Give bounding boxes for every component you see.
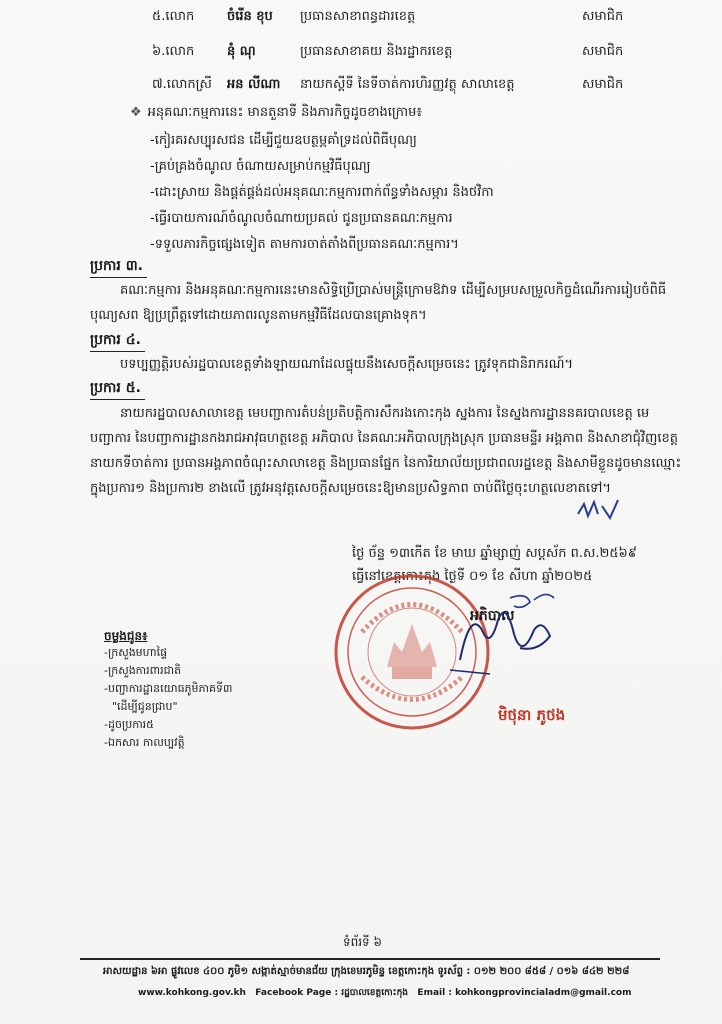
member-role: នាយកស្តីទី នៃទីចាត់ការហិរញ្ញវត្ថុ សាលាខេត្ត bbox=[300, 77, 515, 92]
member-name: អន លីណា bbox=[227, 77, 281, 92]
member-number: ៦.លោក bbox=[152, 44, 195, 59]
duty-item: -គ្រប់គ្រងចំណូល ចំណាយសម្រាប់កម្មវិធីបុណ្យ bbox=[150, 159, 371, 174]
duty-item: -ដោះស្រាយ និងផ្គត់ផ្គង់ដល់អនុគណៈកម្មការពាក់ព័ន្ធទាំងសម្ភារ និងថវិកា bbox=[150, 185, 494, 200]
governor-title: អភិបាល bbox=[470, 608, 515, 624]
article-4-text bbox=[90, 352, 690, 377]
footer-facebook-link[interactable]: រដ្ឋបាលខេត្តកោះកុង bbox=[341, 988, 409, 998]
page-number: ទំព័រទី ៦ bbox=[343, 935, 382, 949]
cc-heading: ចម្លងជូន៖ bbox=[104, 629, 148, 643]
article-5-label: ប្រការ ៥. bbox=[90, 378, 145, 400]
subcommittee-intro bbox=[130, 104, 422, 123]
cc-item: -ក្រសួងការពារជាតិ bbox=[104, 664, 182, 677]
footer-divider bbox=[80, 958, 660, 960]
member-status: សមាជិក bbox=[582, 77, 624, 92]
cc-item: -បញ្ជាការដ្ឋានយោធភូមិភាគទី៣ bbox=[104, 682, 233, 695]
member-status: សមាជិក bbox=[582, 44, 624, 59]
article-3-text bbox=[90, 278, 690, 328]
member-number: ៧.លោកស្រី bbox=[152, 77, 212, 92]
diamond-bullet-icon: ❖ bbox=[130, 105, 142, 120]
member-status: សមាជិក bbox=[582, 9, 624, 24]
cc-item: "ដើម្បីជូនជ្រាប" bbox=[112, 700, 178, 713]
cc-item: -ក្រសួងមហាផ្ទៃ bbox=[104, 646, 168, 659]
footer-facebook-label: Facebook Page : bbox=[255, 988, 339, 998]
subcommittee-intro-text: អនុគណៈកម្មការនេះ មានតួនាទី និងភារកិច្ចដូចខាងក្រោម៖ bbox=[147, 105, 423, 120]
duty-item: -កៀរគរសប្បុរសជន ដើម្បីជួយឧបត្ថម្ភគាំទ្រដល់ពិធីបុណ្យ bbox=[150, 133, 417, 148]
date-lunar: ថ្ងៃ ច័ន្ទ ១៣កើត ខែ មាឃ ឆ្នាំម្សាញ់ សប្តស័ក ព.ស.២៥៦៩ bbox=[352, 546, 637, 561]
member-role: ប្រធានសាខាពន្ធដារខេត្ត bbox=[300, 9, 416, 24]
article-5-text bbox=[90, 401, 690, 501]
footer-website-link[interactable]: www.kohkong.gov.kh bbox=[138, 988, 246, 998]
footer-address: អាសយដ្ឋាន ៦អា ផ្លូវលេខ ៤០០ ភូមិ១ សង្កាត់ស្មាច់មានជ័យ ក្រុងខេមរភូមិន្ទ ខេត្តកោះកុង ទូរស័ព្ទ : ០១២ ២០០ ៨៥៨ / ០១៦ ៨៤២ ២២៨ bbox=[103, 966, 630, 977]
footer-email-link[interactable]: kohkongprovincialadm@gmail.com bbox=[455, 988, 632, 998]
article-4-body: បទប្បញ្ញត្តិរបស់រដ្ឋបាលខេត្តទាំងឡាយណាដែលផ្ទុយនឹងសេចក្តីសម្រេចនេះ ត្រូវទុកជានិរាករណ៍។ bbox=[120, 357, 574, 372]
article-3-label: ប្រការ ៣. bbox=[90, 256, 147, 278]
member-name: ចំរើន ខុប bbox=[227, 9, 273, 24]
footer-contacts bbox=[138, 987, 631, 1000]
member-number: ៥.លោក bbox=[152, 9, 195, 24]
initials-mark-icon bbox=[574, 494, 624, 524]
duty-item: -ទទួលភារកិច្ចផ្សេងទៀត តាមការចាត់តាំងពីប្រធានគណៈកម្មការ។ bbox=[150, 237, 459, 252]
member-name: នុំ ណុ bbox=[227, 44, 256, 59]
cc-item: -ឯកសារ កាលប្បវត្តិ bbox=[104, 736, 185, 749]
date-solar: ធ្វើនៅខេត្តកោះកុង ថ្ងៃទី ០១ ខែ សីហា ឆ្នាំ២០២៥ bbox=[352, 569, 593, 584]
signature bbox=[430, 590, 570, 680]
governor-name: មិថុនា ភូថង bbox=[498, 706, 566, 724]
article-5-body: នាយករដ្ឋបាលសាលាខេត្ត មេបញ្ជាការតំបន់ប្រតិបត្តិការសឹករងកោះកុង ស្នងការ នៃស្នងការដ្ឋាននគរបាលខេត្ត មេបញ្ជាការ នៃបញ្ជាការដ្ឋានកងរាជអាវុធហត្ថខេត្ត អភិបាល នៃគណៈអភិបាលក្រុងស្រុក ប្រធានមន្ទីរ អង្គភាព និងសាខាជុំវិញខេត្ត នាយកទីចាត់ការ ប្រធានអង្គភាពចំណុះសាលាខេត្ត និងប្រធានផ្នែក នៃការិយាល័យប្រជាពលរដ្ឋខេត្ត និងសាមីខ្លួនដូចមានឈ្មោះក្នុងប្រការ១ និងប្រការ២ ខាងលើ ត្រូវអនុវត្តសេចក្តីសម្រេចនេះឱ្យមានប្រសិទ្ធភាព ចាប់ពីថ្ងៃចុះហត្ថលេខាតទៅ។ bbox=[90, 406, 682, 496]
article-4-label: ប្រការ ៤. bbox=[90, 330, 145, 352]
cc-item: -ដូចប្រការ៥ bbox=[104, 718, 154, 731]
footer-email-label: Email : bbox=[417, 988, 452, 998]
duty-item: -ធ្វើរបាយការណ៍ចំណូលចំណាយប្រគល់ ជូនប្រធានគណៈកម្មការ bbox=[150, 211, 453, 226]
member-role: ប្រធានសាខាគយ និងរដ្ឋាករខេត្ត bbox=[300, 44, 453, 59]
article-3-body: គណៈកម្មការ និងអនុគណៈកម្មការនេះមានសិទ្ធិប្រើប្រាស់មន្ត្រីក្រោមឱវាទ ដើម្បីសម្របសម្រួលកិច្ចដំណើរការរៀបចំពិធីបុណ្យសព ឱ្យប្រព្រឹត្តទៅដោយភាពរលូនតាមកម្មវិធីដែលបានគ្រោងទុក។ bbox=[90, 283, 667, 323]
